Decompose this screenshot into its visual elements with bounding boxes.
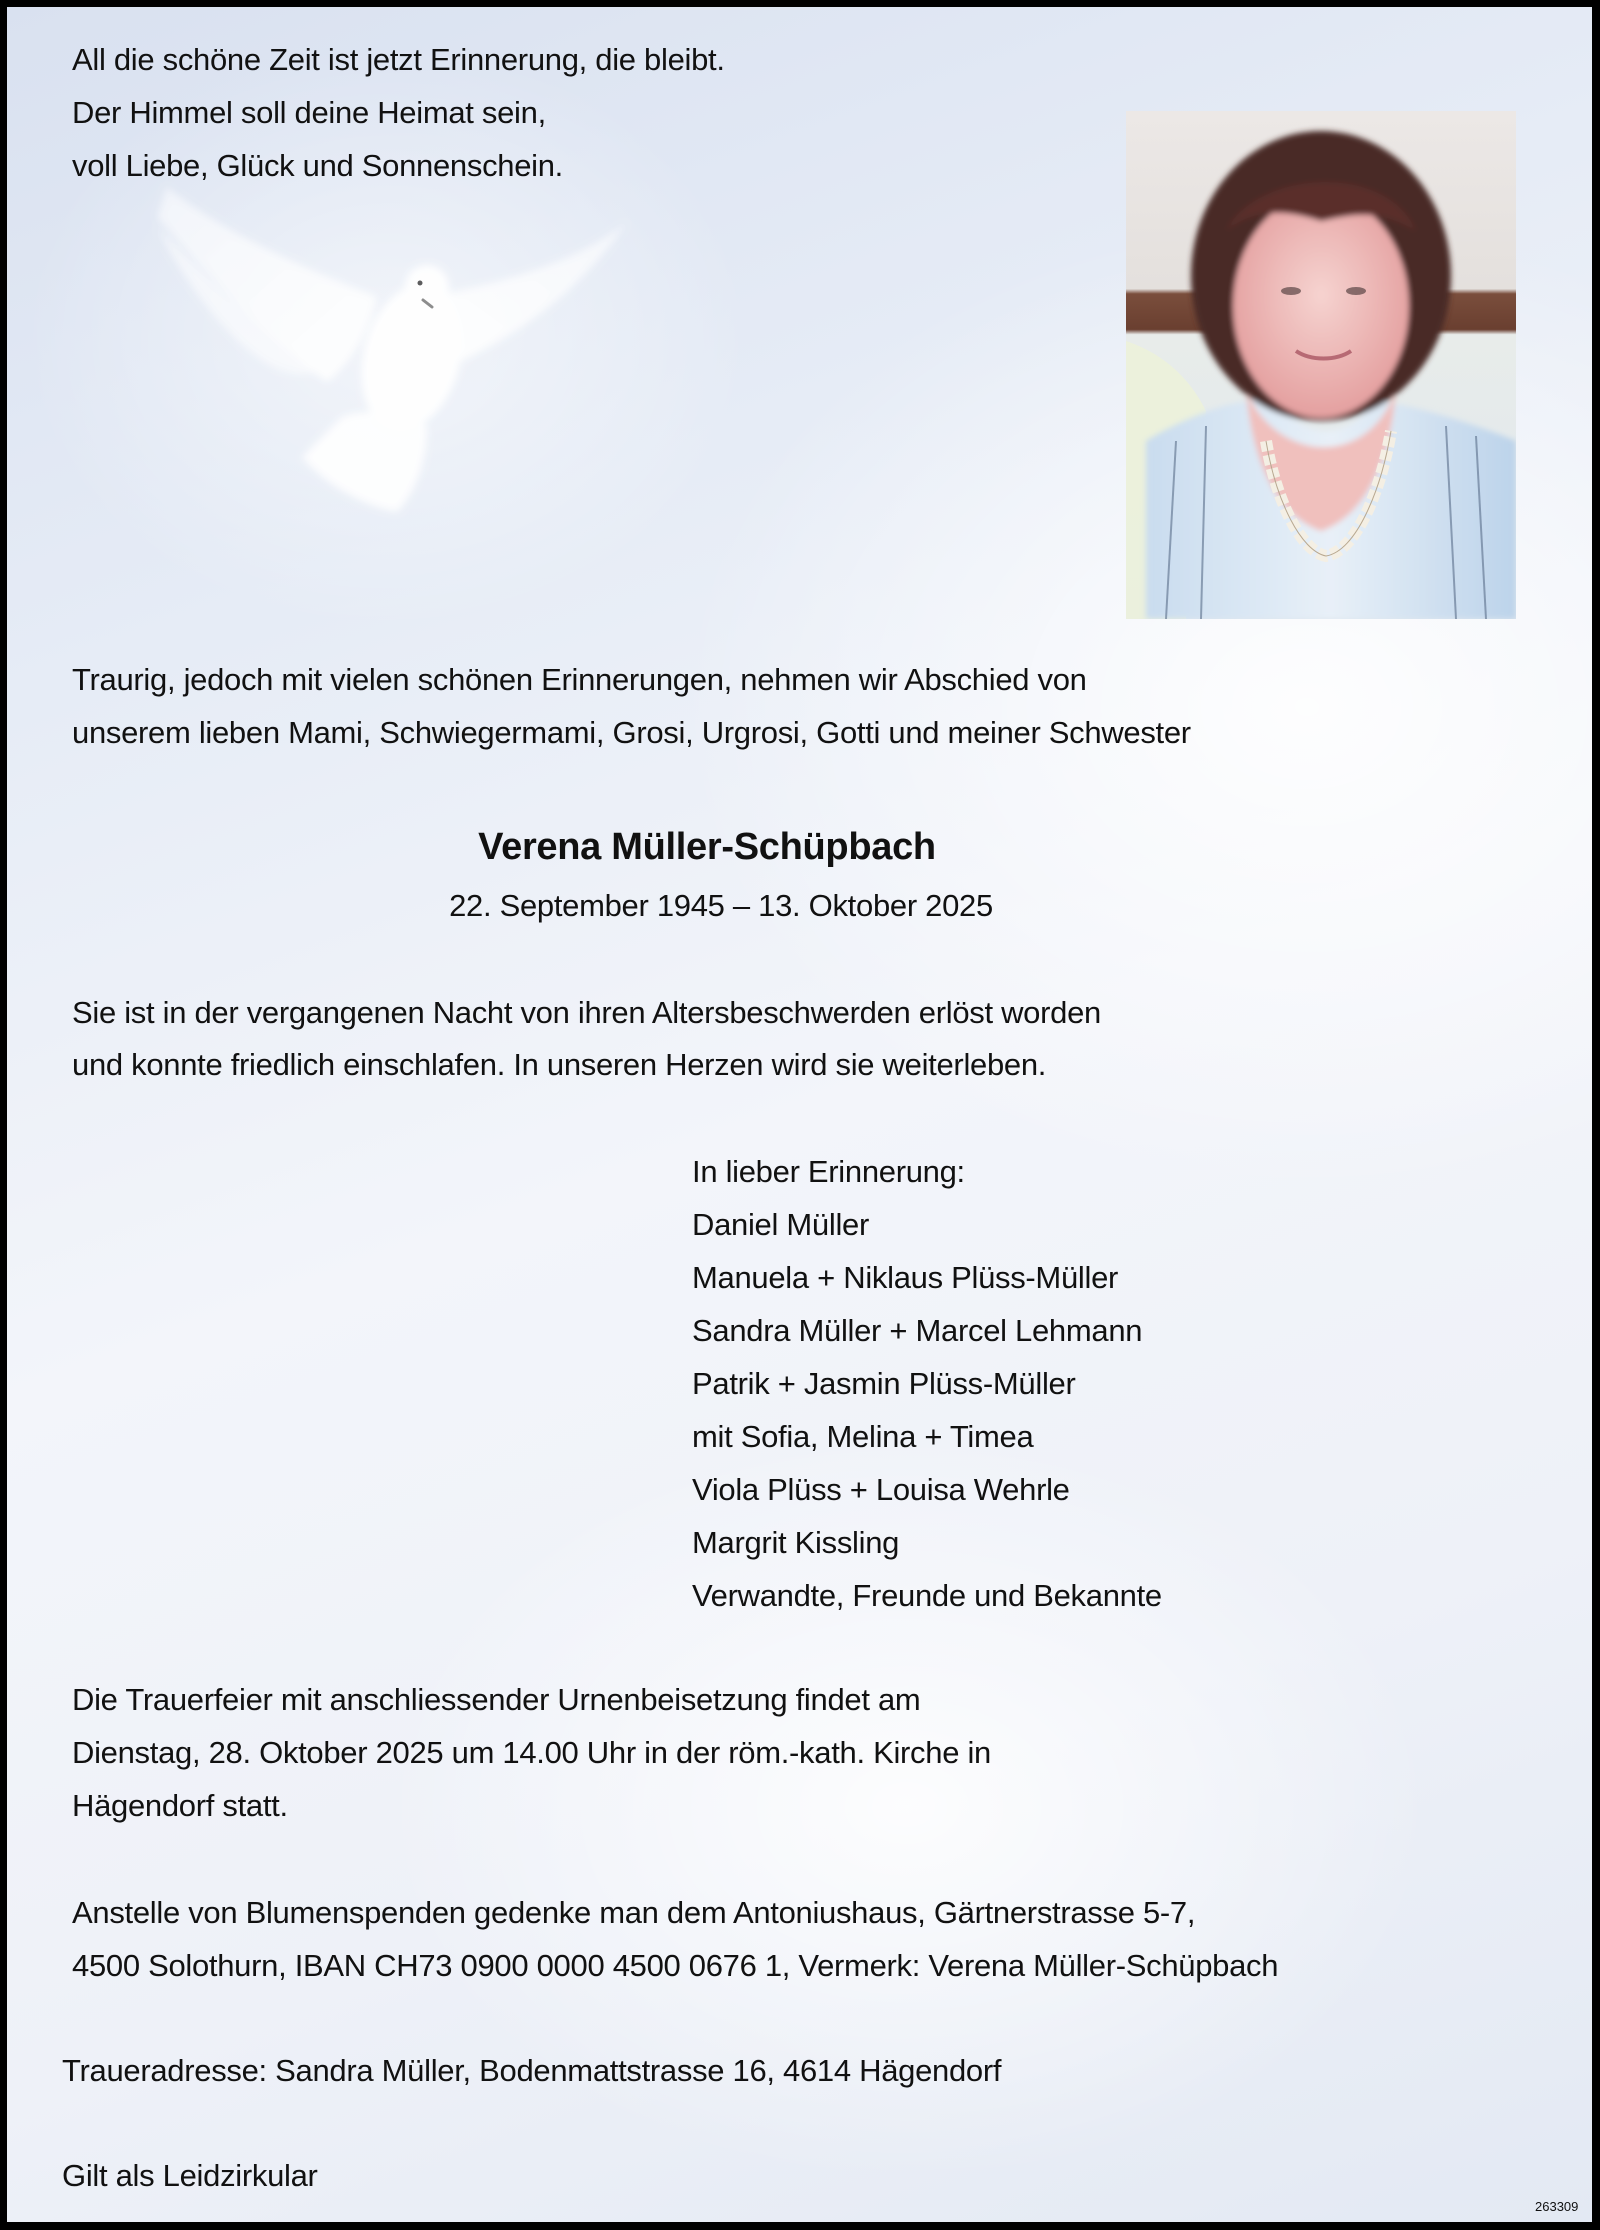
donation-line-2: 4500 Solothurn, IBAN CH73 0900 0000 4500 0676 1, Vermerk: Verena Müller-Schüpbach bbox=[72, 1948, 1279, 1983]
mourner-name: mit Sofia, Melina + Timea bbox=[692, 1419, 1034, 1454]
intro-line-2: unserem lieben Mami, Schwiegermami, Grosi, Urgrosi, Gotti und meiner Schwester bbox=[72, 715, 1191, 750]
ceremony-line-3: Hägendorf statt. bbox=[72, 1788, 288, 1823]
mourner-name: Viola Plüss + Louisa Wehrle bbox=[692, 1472, 1070, 1507]
poem-line-2: Der Himmel soll deine Heimat sein, bbox=[72, 95, 546, 130]
mourner-name: Daniel Müller bbox=[692, 1207, 869, 1242]
poem-line-3: voll Liebe, Glück und Sonnenschein. bbox=[72, 148, 563, 183]
mourner-name: Sandra Müller + Marcel Lehmann bbox=[692, 1313, 1143, 1348]
mourning-address: Traueradresse: Sandra Müller, Bodenmattstrasse 16, 4614 Hägendorf bbox=[62, 2053, 1002, 2088]
dove-icon bbox=[127, 167, 647, 527]
mourner-name: Margrit Kissling bbox=[692, 1525, 900, 1560]
deceased-dates: 22. September 1945 – 13. Oktober 2025 bbox=[449, 888, 993, 923]
portrait-photo bbox=[1126, 111, 1516, 619]
message-line-2: und konnte friedlich einschlafen. In unseren Herzen wird sie weiterleben. bbox=[72, 1047, 1047, 1082]
donation-line-1: Anstelle von Blumenspenden gedenke man dem Antoniushaus, Gärtnerstrasse 5-7, bbox=[72, 1895, 1196, 1930]
mourners-heading: In lieber Erinnerung: bbox=[692, 1154, 965, 1189]
obituary-card bbox=[7, 7, 1592, 2222]
mourner-name: Verwandte, Freunde und Bekannte bbox=[692, 1578, 1162, 1613]
mourner-name: Patrik + Jasmin Plüss-Müller bbox=[692, 1366, 1076, 1401]
intro-line-1: Traurig, jedoch mit vielen schönen Erinnerungen, nehmen wir Abschied von bbox=[72, 662, 1087, 697]
portrait-image bbox=[1126, 111, 1516, 619]
poem-line-1: All die schöne Zeit ist jetzt Erinnerung, die bleibt. bbox=[72, 42, 725, 77]
footer-note: Gilt als Leidzirkular bbox=[62, 2158, 318, 2193]
message-line-1: Sie ist in der vergangenen Nacht von ihren Altersbeschwerden erlöst worden bbox=[72, 995, 1101, 1030]
ad-id: 263309 bbox=[1535, 2199, 1579, 2214]
ceremony-line-2: Dienstag, 28. Oktober 2025 um 14.00 Uhr in der röm.-kath. Kirche in bbox=[72, 1735, 991, 1770]
ceremony-line-1: Die Trauerfeier mit anschliessender Urnenbeisetzung findet am bbox=[72, 1682, 921, 1717]
mourner-name: Manuela + Niklaus Plüss-Müller bbox=[692, 1260, 1119, 1295]
deceased-name: Verena Müller-Schüpbach bbox=[478, 826, 936, 868]
